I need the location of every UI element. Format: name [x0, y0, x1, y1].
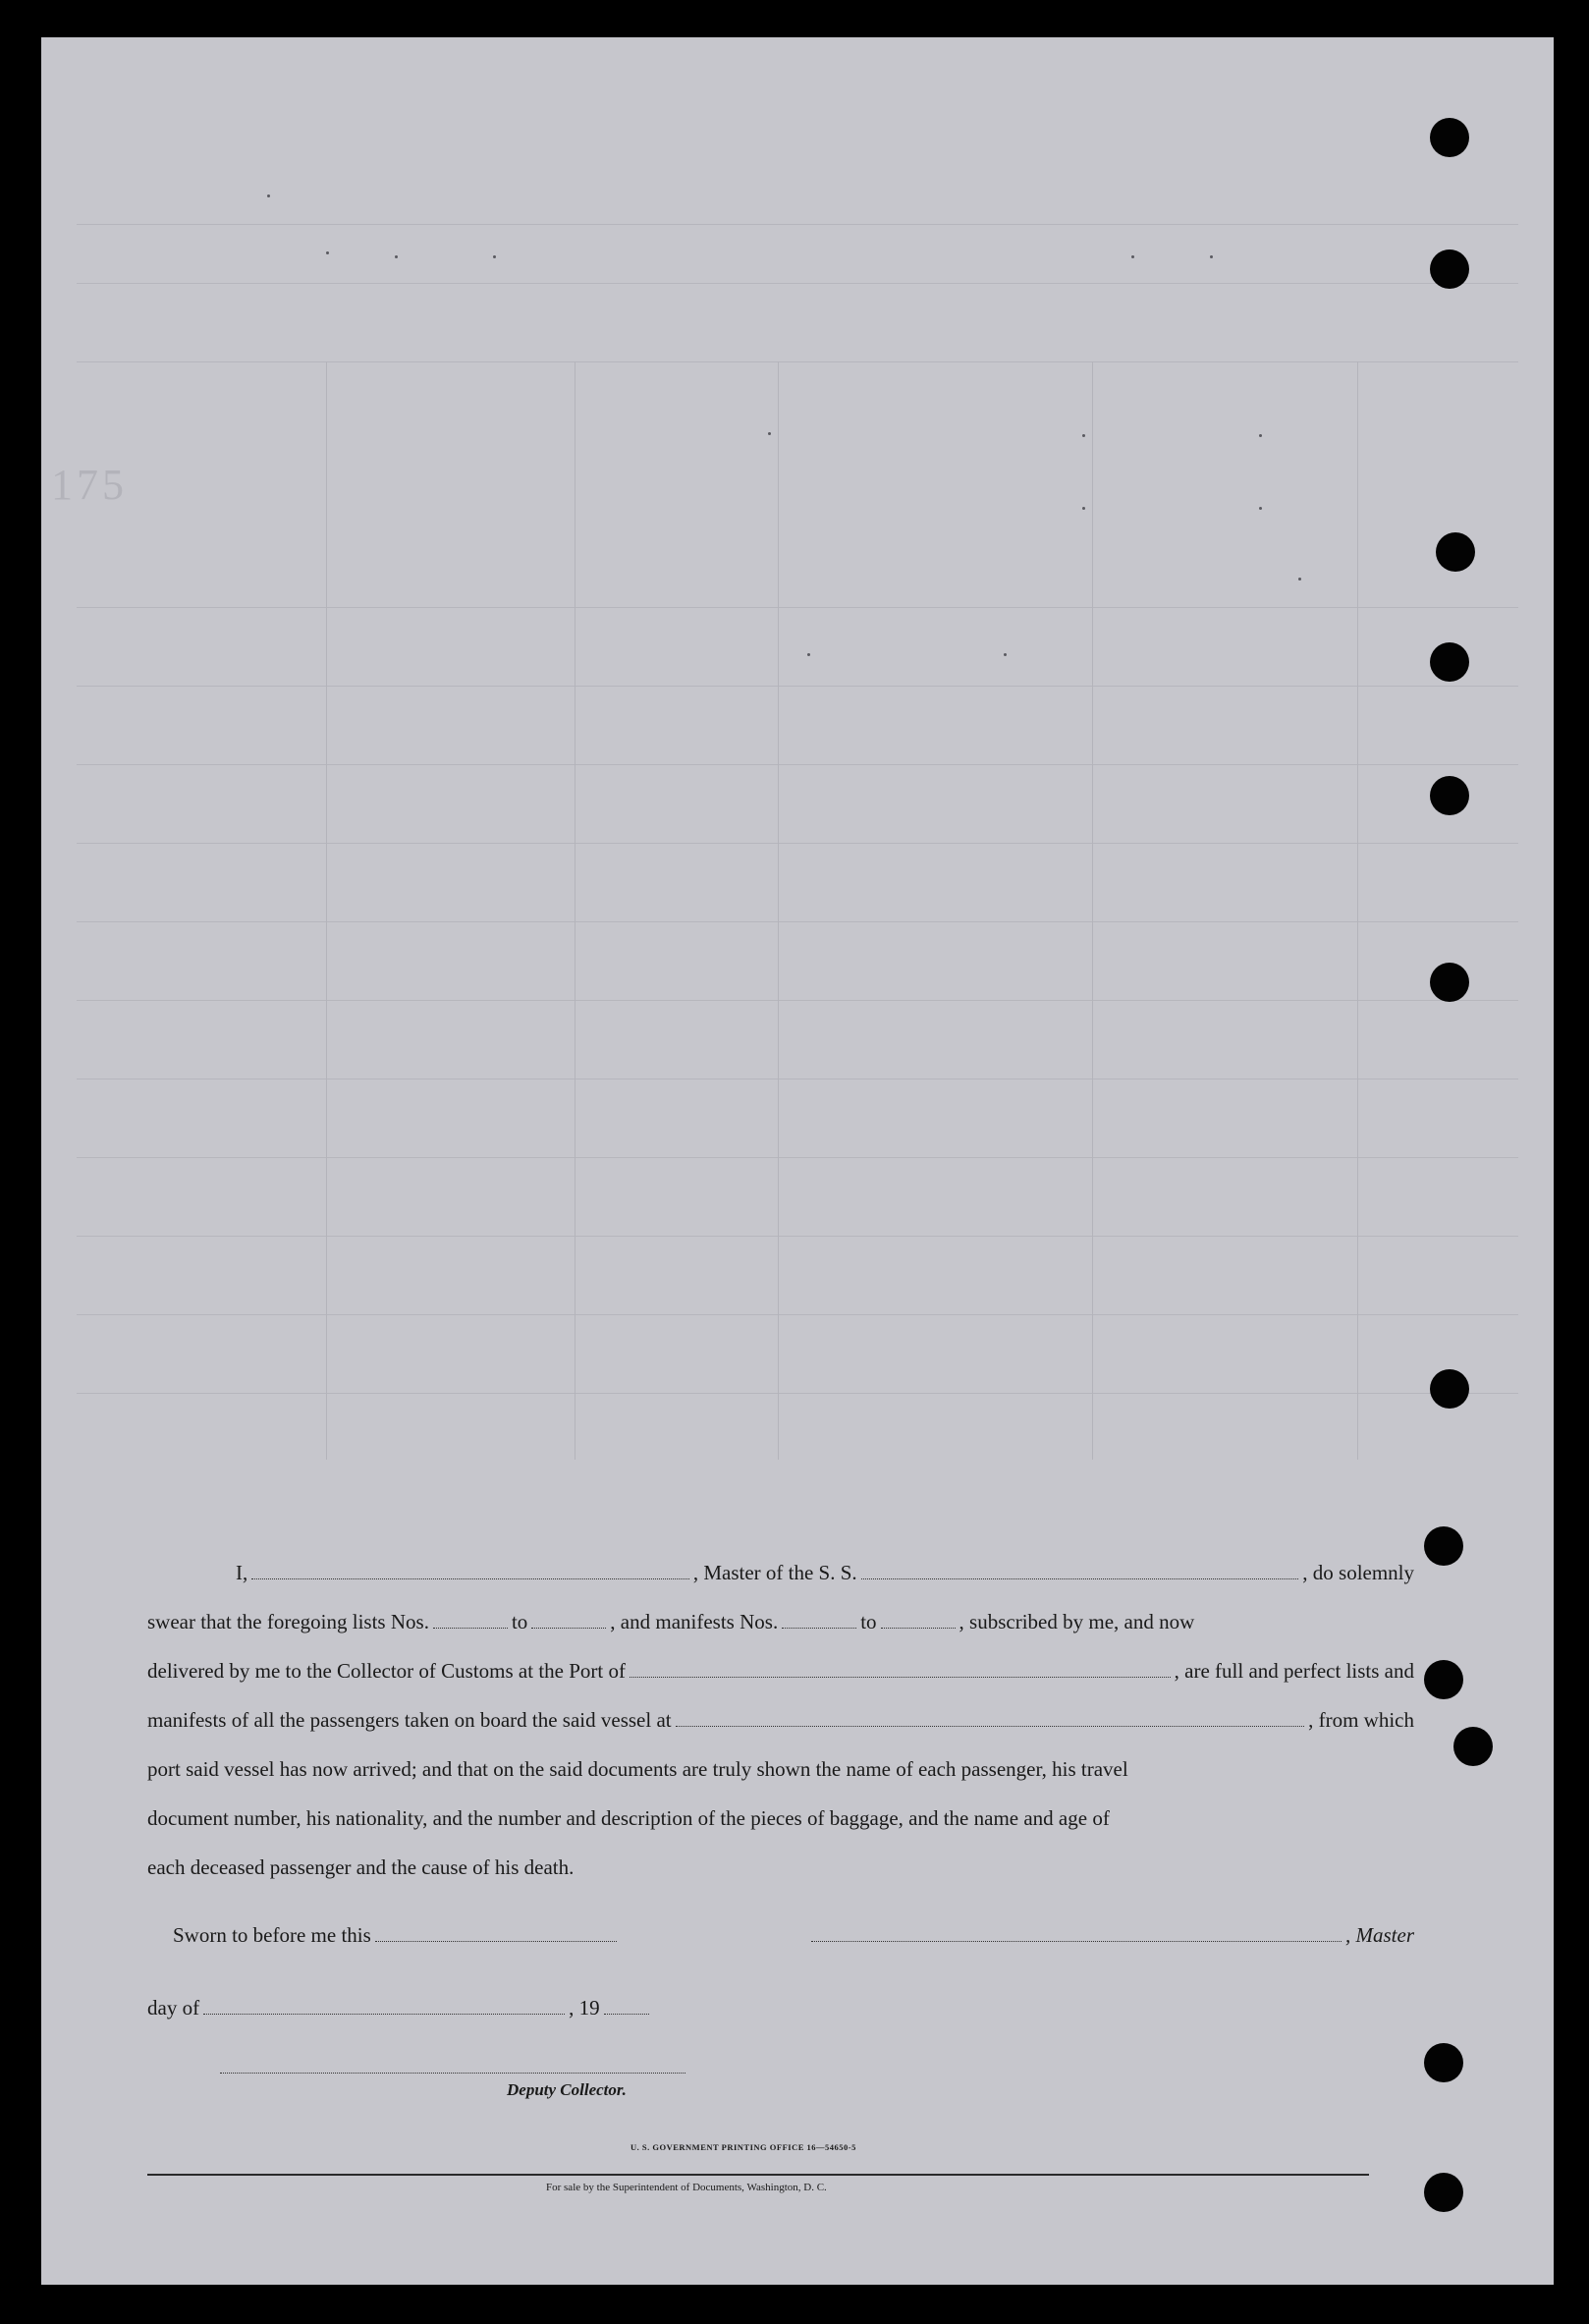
oath-line-1 [147, 1548, 1414, 1597]
ink-dot [267, 194, 270, 197]
master-name-field[interactable] [251, 1575, 689, 1579]
manifests-to-field[interactable] [881, 1624, 956, 1629]
ghost-stamp-number: 175 [51, 461, 128, 509]
ghost-rule [77, 361, 1518, 362]
sworn-line-1 [147, 1923, 1414, 1996]
punch-hole [1453, 1727, 1493, 1766]
ink-dot [807, 653, 810, 656]
deputy-signature-field[interactable] [220, 2073, 685, 2074]
oath-do-solemnly: , do solemnly [1302, 1561, 1415, 1584]
master-label: , Master [1345, 1923, 1414, 1947]
manifests-from-field[interactable] [782, 1624, 856, 1629]
for-sale-imprint: For sale by the Superintendent of Documents, Washington, D. C. [546, 2182, 827, 2193]
punch-hole [1424, 2173, 1463, 2212]
oath-line-2 [147, 1597, 1414, 1646]
ink-dot [768, 432, 771, 435]
ghost-column [778, 361, 779, 1460]
punch-hole [1430, 118, 1469, 157]
oath-line-5-text: port said vessel has now arrived; and that on the said documents are truly shown the name of each passenger, his travel [147, 1757, 1128, 1781]
ghost-rule [77, 1314, 1518, 1315]
vessel-name-field[interactable] [861, 1575, 1299, 1579]
ink-dot [1259, 434, 1262, 437]
port-field[interactable] [630, 1673, 1171, 1678]
ink-dot [1131, 255, 1134, 258]
printing-office-imprint: U. S. GOVERNMENT PRINTING OFFICE 16—54650-5 [630, 2142, 856, 2152]
punch-hole [1430, 1369, 1469, 1409]
punch-hole [1424, 2043, 1463, 2082]
month-field[interactable] [203, 2010, 565, 2015]
year-field[interactable] [604, 2010, 649, 2015]
ink-dot [1004, 653, 1007, 656]
ghost-rule [77, 843, 1518, 844]
departure-port-field[interactable] [676, 1722, 1305, 1727]
oath-to-1: to [511, 1610, 528, 1633]
oath-line-7 [147, 1843, 1414, 1892]
sworn-line-2 [147, 1996, 1414, 2069]
ghost-column [1357, 361, 1358, 1460]
ink-dot [1082, 507, 1085, 510]
oath-line-6 [147, 1794, 1414, 1843]
oath-swear: swear that the foregoing lists Nos. [147, 1610, 429, 1633]
oath-line-7-text: each deceased passenger and the cause of his death. [147, 1855, 575, 1879]
master-signature-field[interactable] [811, 1937, 1342, 1942]
ghost-rule [77, 283, 1518, 284]
deputy-collector-label: Deputy Collector. [507, 2080, 627, 2099]
oath-manifests-of: manifests of all the passengers taken on board the said vessel at [147, 1708, 672, 1732]
ink-dot [1210, 255, 1213, 258]
ghost-rule [77, 1157, 1518, 1158]
oath-to-2: to [860, 1610, 877, 1633]
ghost-column [326, 361, 327, 1460]
lists-from-field[interactable] [433, 1624, 508, 1629]
ink-dot [1259, 507, 1262, 510]
sworn-section [147, 1923, 1414, 2069]
ink-dot [326, 251, 329, 254]
sworn-to-label: Sworn to before me this [173, 1923, 371, 1947]
oath-from-which: , from which [1308, 1708, 1414, 1732]
ghost-rule [77, 607, 1518, 608]
ink-dot [1082, 434, 1085, 437]
ink-dot [395, 255, 398, 258]
oath-delivered: delivered by me to the Collector of Customs at the Port of [147, 1659, 626, 1683]
oath-line-3 [147, 1646, 1414, 1695]
sworn-date-field[interactable] [375, 1937, 617, 1942]
oath-line-4 [147, 1695, 1414, 1744]
oath-line-6-text: document number, his nationality, and the number and description of the pieces of baggage, and the name and age of [147, 1806, 1110, 1830]
punch-hole [1430, 963, 1469, 1002]
day-of-label: day of [147, 1996, 200, 2020]
ghost-rule [77, 1393, 1518, 1394]
punch-hole [1436, 532, 1475, 572]
punch-hole [1424, 1660, 1463, 1699]
ghost-rule [77, 686, 1518, 687]
ghost-rule [77, 1236, 1518, 1237]
ghost-rule [77, 224, 1518, 225]
oath-are-full: , are full and perfect lists and [1174, 1659, 1414, 1683]
punch-hole [1430, 642, 1469, 682]
master-oath [147, 1548, 1414, 1892]
punch-hole [1430, 776, 1469, 815]
oath-and-manifests: , and manifests Nos. [610, 1610, 779, 1633]
ghost-rule [77, 1000, 1518, 1001]
oath-master-of-ss: , Master of the S. S. [692, 1561, 857, 1584]
footer-rule [147, 2174, 1369, 2176]
lists-to-field[interactable] [531, 1624, 606, 1629]
document-page [41, 37, 1554, 2285]
punch-hole [1430, 249, 1469, 289]
oath-line-5 [147, 1744, 1414, 1794]
punch-hole [1424, 1526, 1463, 1566]
ghost-column [1092, 361, 1093, 1460]
ink-dot [1298, 578, 1301, 581]
oath-subscribed: , subscribed by me, and now [959, 1610, 1195, 1633]
ghost-rule [77, 764, 1518, 765]
ink-dot [493, 255, 496, 258]
year-prefix: , 19 [569, 1996, 600, 2020]
oath-i: I, [236, 1561, 248, 1584]
ghost-rule [77, 921, 1518, 922]
